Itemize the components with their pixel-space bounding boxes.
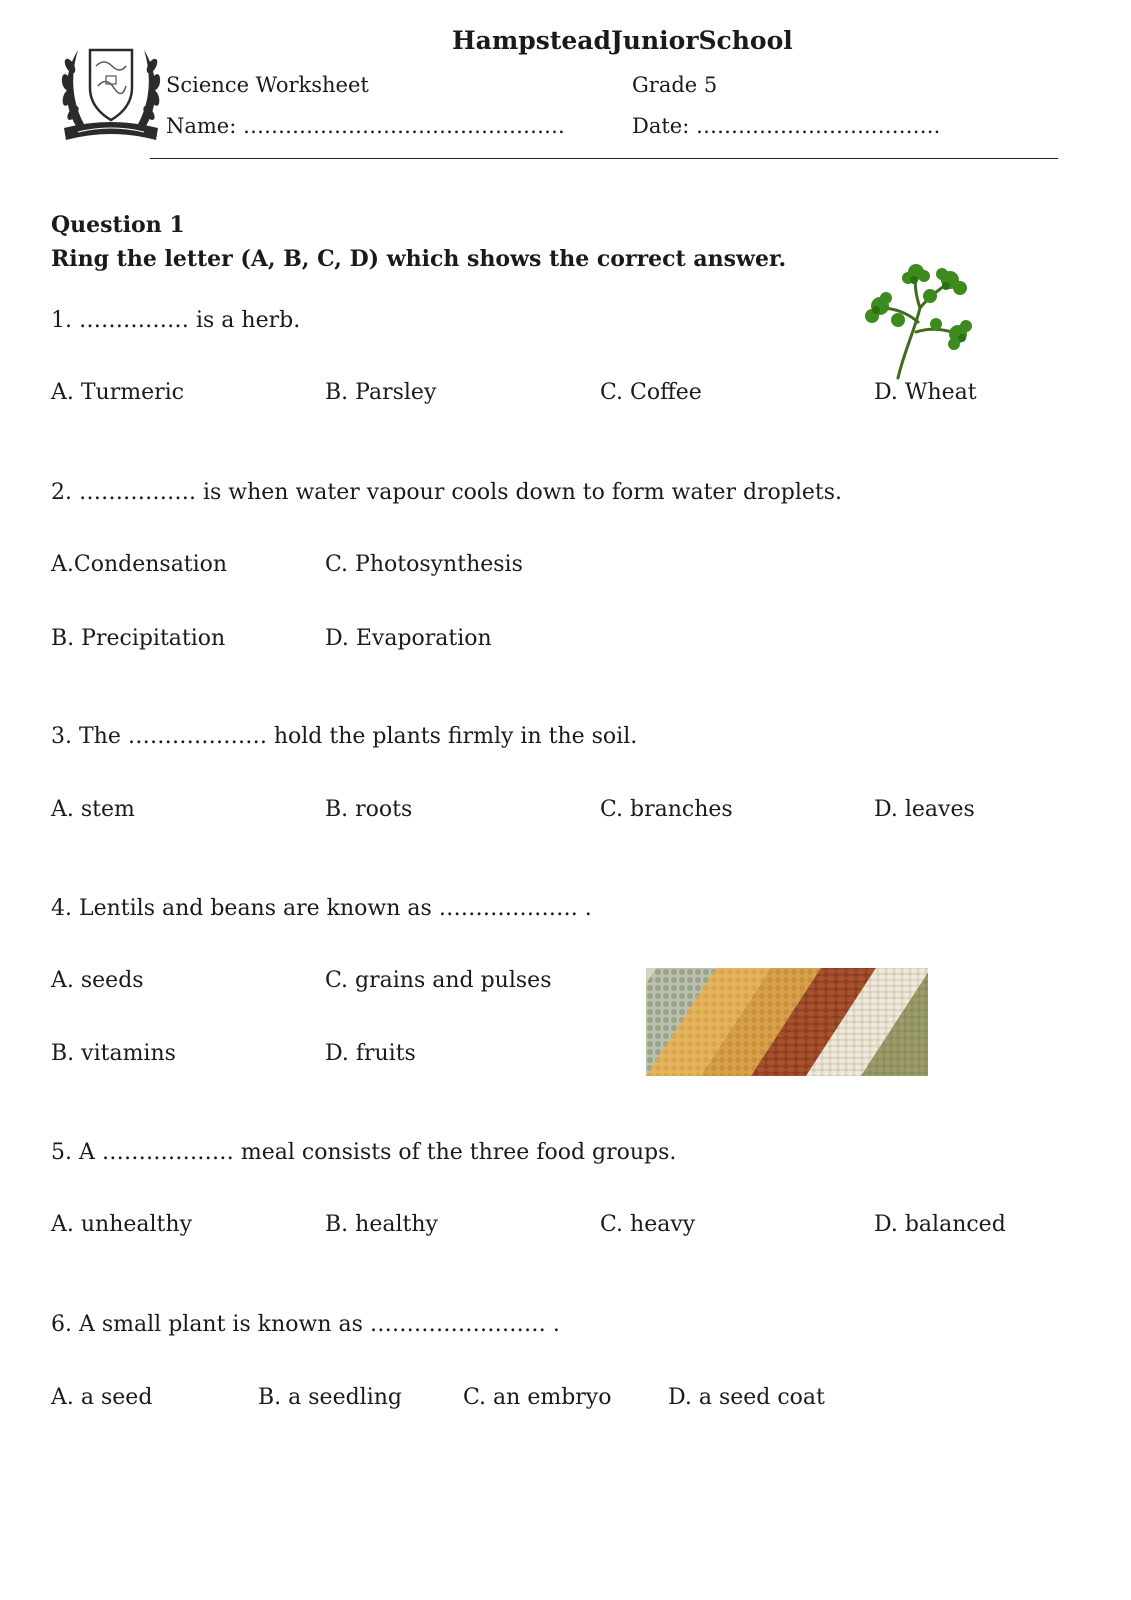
q2-option-a[interactable]: A.Condensation [51,552,228,577]
school-name: HampsteadJuniorSchool [452,26,793,55]
q5-option-a[interactable]: A. unhealthy [51,1212,192,1237]
q5-option-d[interactable]: D. balanced [874,1212,1006,1237]
question-4-text: 4. Lentils and beans are known as ………………. . [51,896,592,921]
worksheet-subject: Science Worksheet [166,73,369,97]
q1-option-a[interactable]: A. Turmeric [51,380,184,405]
q4-option-b[interactable]: B. vitamins [51,1041,176,1066]
question-5-text: 5. A ……………… meal consists of the three food groups. [51,1140,677,1165]
question-3-text: 3. The ………………. hold the plants firmly in the soil. [51,724,638,749]
grade-label: Grade 5 [632,73,718,97]
q3-option-c[interactable]: C. branches [600,797,733,822]
q5-option-b[interactable]: B. healthy [325,1212,438,1237]
q4-option-c[interactable]: C. grains and pulses [325,968,552,993]
question-2-text: 2. ……………. is when water vapour cools down to form water droplets. [51,480,843,505]
q5-option-c[interactable]: C. heavy [600,1212,696,1237]
q2-option-c[interactable]: C. Photosynthesis [325,552,523,577]
q6-option-a[interactable]: A. a seed [51,1385,153,1410]
parsley-image [858,262,978,380]
question-instruction: Ring the letter (A, B, C, D) which shows the correct answer. [51,246,787,272]
q4-option-a[interactable]: A. seeds [51,968,144,993]
header-divider [150,158,1058,159]
q3-option-a[interactable]: A. stem [51,797,135,822]
question-title: Question 1 [51,212,185,238]
pulses-image [646,968,928,1076]
question-1-text: 1. …………… is a herb. [51,308,301,333]
school-crest-icon [56,36,166,144]
q1-option-b[interactable]: B. Parsley [325,380,437,405]
q3-option-d[interactable]: D. leaves [874,797,975,822]
question-6-text: 6. A small plant is known as …………………… . [51,1312,560,1337]
q2-option-b[interactable]: B. Precipitation [51,626,226,651]
q4-option-d[interactable]: D. fruits [325,1041,416,1066]
name-field[interactable]: Name: ………………………………………. [166,114,565,138]
q2-option-d[interactable]: D. Evaporation [325,626,492,651]
q6-option-d[interactable]: D. a seed coat [668,1385,825,1410]
date-field[interactable]: Date: …………………….………. [632,114,941,138]
q1-option-c[interactable]: C. Coffee [600,380,702,405]
q6-option-b[interactable]: B. a seedling [258,1385,402,1410]
q6-option-c[interactable]: C. an embryo [463,1385,612,1410]
q3-option-b[interactable]: B. roots [325,797,413,822]
q1-option-d[interactable]: D. Wheat [874,380,977,405]
